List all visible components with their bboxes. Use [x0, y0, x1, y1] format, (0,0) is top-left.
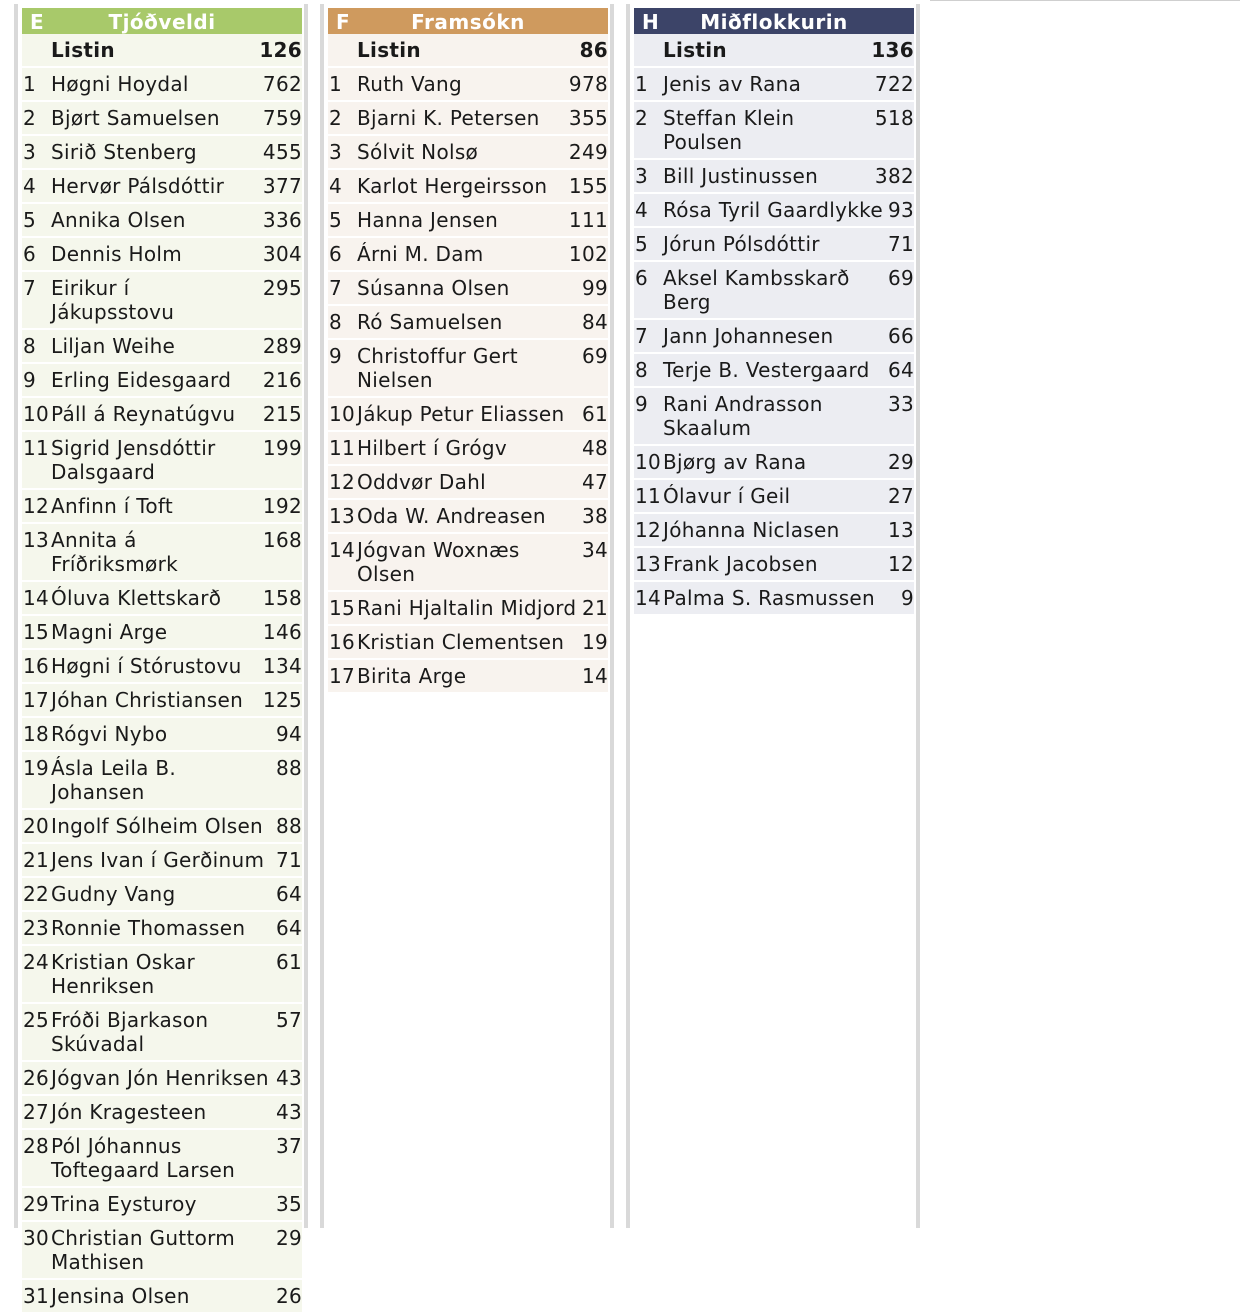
listin-label: Listin — [51, 38, 115, 62]
candidate-rank: 14 — [23, 586, 50, 610]
candidate-name: Ásla Leila B. Johansen — [51, 756, 177, 804]
candidate-row — [328, 68, 608, 102]
candidate-rank: 12 — [23, 494, 50, 518]
candidate-row — [328, 204, 608, 238]
candidate-votes: 289 — [262, 334, 302, 358]
candidate-votes: 69 — [581, 344, 608, 368]
candidate-votes: 12 — [887, 552, 914, 576]
candidate-name: Anfinn í Toft — [51, 494, 174, 518]
party-letter: H — [642, 10, 659, 34]
candidate-rank: 17 — [329, 664, 356, 688]
candidate-votes: 84 — [581, 310, 608, 334]
candidate-votes: 37 — [275, 1134, 302, 1158]
candidate-rank: 9 — [329, 344, 343, 368]
candidate-name: Frank Jacobsen — [663, 552, 818, 576]
candidate-row — [328, 500, 608, 534]
candidate-rank: 2 — [23, 106, 37, 130]
candidate-rank: 7 — [23, 276, 37, 300]
candidate-votes: 336 — [262, 208, 302, 232]
candidate-row — [328, 136, 608, 170]
candidate-name: Magni Arge — [51, 620, 168, 644]
candidate-name: Aksel Kambsskarð Berg — [663, 266, 850, 314]
candidate-rank: 11 — [23, 436, 50, 460]
candidate-row — [634, 68, 914, 102]
candidate-votes: 377 — [262, 174, 302, 198]
candidate-rank: 10 — [635, 450, 662, 474]
candidate-rank: 5 — [23, 208, 37, 232]
candidate-row — [22, 1004, 302, 1062]
candidate-votes: 35 — [275, 1192, 302, 1216]
candidate-row — [328, 660, 608, 694]
candidate-rank: 29 — [23, 1192, 50, 1216]
candidate-votes: 64 — [275, 916, 302, 940]
candidate-row — [22, 582, 302, 616]
candidate-rank: 30 — [23, 1226, 50, 1250]
candidate-name: Hervør Pálsdóttir — [51, 174, 225, 198]
candidate-name: Hilbert í Grógv — [357, 436, 508, 460]
candidate-name: Bjørt Samuelsen — [51, 106, 220, 130]
candidate-rank: 2 — [329, 106, 343, 130]
candidate-votes: 722 — [874, 72, 914, 96]
candidate-row — [22, 878, 302, 912]
candidate-row — [634, 548, 914, 582]
candidate-votes: 215 — [262, 402, 302, 426]
candidate-name: Bjarni K. Petersen — [357, 106, 540, 130]
candidate-row — [634, 582, 914, 616]
candidate-votes: 111 — [568, 208, 608, 232]
candidate-votes: 762 — [262, 72, 302, 96]
candidate-votes: 64 — [887, 358, 914, 382]
candidate-row — [22, 946, 302, 1004]
candidate-rank: 1 — [23, 72, 37, 96]
candidate-rank: 4 — [329, 174, 343, 198]
candidate-rank: 1 — [635, 72, 649, 96]
candidate-votes: 355 — [568, 106, 608, 130]
candidate-votes: 94 — [275, 722, 302, 746]
candidate-row — [328, 340, 608, 398]
candidate-row — [328, 432, 608, 466]
candidate-row — [328, 626, 608, 660]
candidate-rank: 16 — [329, 630, 356, 654]
candidate-votes: 102 — [568, 242, 608, 266]
candidate-votes: 69 — [887, 266, 914, 290]
candidate-row — [634, 354, 914, 388]
candidate-votes: 295 — [262, 276, 302, 300]
candidate-votes: 29 — [887, 450, 914, 474]
candidate-votes: 21 — [581, 596, 608, 620]
top-divider — [930, 0, 1240, 1]
candidate-row — [22, 650, 302, 684]
candidate-rank: 3 — [329, 140, 343, 164]
candidate-row — [634, 514, 914, 548]
candidate-row — [634, 446, 914, 480]
candidate-votes: 38 — [581, 504, 608, 528]
candidate-rank: 6 — [329, 242, 343, 266]
candidate-name: Christoffur Gert Nielsen — [357, 344, 518, 392]
party-letter: F — [336, 10, 350, 34]
candidate-name: Rósa Tyril Gaardlykke — [663, 198, 883, 222]
candidate-row — [22, 398, 302, 432]
candidate-row — [328, 592, 608, 626]
candidate-rank: 24 — [23, 950, 50, 974]
candidate-votes: 155 — [568, 174, 608, 198]
candidate-votes: 146 — [262, 620, 302, 644]
candidate-rank: 3 — [23, 140, 37, 164]
candidate-rank: 6 — [635, 266, 649, 290]
candidate-row — [634, 388, 914, 446]
candidate-rank: 22 — [23, 882, 50, 906]
candidate-votes: 382 — [874, 164, 914, 188]
candidate-rank: 23 — [23, 916, 50, 940]
candidate-votes: 216 — [262, 368, 302, 392]
candidate-row — [22, 1130, 302, 1188]
candidate-name: Bill Justinussen — [663, 164, 819, 188]
candidate-row — [328, 238, 608, 272]
candidate-rank: 2 — [635, 106, 649, 130]
listin-row — [328, 34, 608, 68]
candidate-row — [22, 170, 302, 204]
candidate-name: Liljan Weihe — [51, 334, 176, 358]
candidate-name: Súsanna Olsen — [357, 276, 510, 300]
candidate-name: Trina Eysturoy — [51, 1192, 197, 1216]
candidate-name: Sólvit Nolsø — [357, 140, 479, 164]
candidate-row — [22, 912, 302, 946]
candidate-row — [634, 194, 914, 228]
listin-votes: 86 — [579, 38, 608, 62]
candidate-votes: 61 — [581, 402, 608, 426]
candidate-votes: 34 — [581, 538, 608, 562]
candidate-row — [22, 102, 302, 136]
candidate-row — [22, 272, 302, 330]
listin-votes: 136 — [871, 38, 914, 62]
candidate-rank: 13 — [23, 528, 50, 552]
candidate-rank: 7 — [329, 276, 343, 300]
candidate-name: Steffan Klein Poulsen — [663, 106, 795, 154]
candidate-rank: 11 — [635, 484, 662, 508]
candidate-rank: 4 — [23, 174, 37, 198]
candidate-votes: 759 — [262, 106, 302, 130]
candidate-name: Jóhanna Niclasen — [663, 518, 840, 542]
candidate-row — [22, 524, 302, 582]
candidate-name: Ró Samuelsen — [357, 310, 503, 334]
candidate-votes: 249 — [568, 140, 608, 164]
candidate-row — [22, 68, 302, 102]
candidate-rank: 19 — [23, 756, 50, 780]
candidate-row — [22, 718, 302, 752]
candidate-rank: 13 — [329, 504, 356, 528]
candidate-votes: 13 — [887, 518, 914, 542]
party-header — [328, 8, 608, 34]
candidate-rank: 13 — [635, 552, 662, 576]
candidate-votes: 19 — [581, 630, 608, 654]
candidate-row — [22, 1280, 302, 1314]
candidate-name: Oddvør Dahl — [357, 470, 486, 494]
listin-row — [634, 34, 914, 68]
candidate-row — [634, 480, 914, 514]
candidate-row — [634, 160, 914, 194]
candidate-rank: 8 — [329, 310, 343, 334]
party-name: Framsókn — [411, 10, 525, 34]
candidate-votes: 192 — [262, 494, 302, 518]
candidate-name: Karlot Hergeirsson — [357, 174, 548, 198]
candidate-row — [22, 490, 302, 524]
candidate-name: Ruth Vang — [357, 72, 463, 96]
candidate-name: Kristian Oskar Henriksen — [51, 950, 196, 998]
candidate-name: Jenis av Rana — [663, 72, 802, 96]
candidate-rank: 11 — [329, 436, 356, 460]
candidate-votes: 47 — [581, 470, 608, 494]
candidate-row — [22, 810, 302, 844]
candidate-rank: 9 — [635, 392, 649, 416]
candidate-rank: 31 — [23, 1284, 50, 1308]
candidate-name: Eirikur í Jákupsstovu — [51, 276, 175, 324]
listin-row — [22, 34, 302, 68]
candidate-votes: 304 — [262, 242, 302, 266]
candidate-name: Óluva Klettskarð — [51, 586, 222, 610]
candidate-name: Kristian Clementsen — [357, 630, 565, 654]
candidate-votes: 71 — [275, 848, 302, 872]
candidate-rank: 8 — [635, 358, 649, 382]
candidate-rank: 5 — [635, 232, 649, 256]
candidate-rank: 15 — [23, 620, 50, 644]
candidate-name: Christian Guttorm Mathisen — [51, 1226, 236, 1274]
candidate-row — [328, 398, 608, 432]
candidate-row — [328, 102, 608, 136]
candidate-votes: 57 — [275, 1008, 302, 1032]
candidate-name: Jann Johannesen — [663, 324, 834, 348]
candidate-rank: 25 — [23, 1008, 50, 1032]
candidate-rank: 12 — [329, 470, 356, 494]
candidate-name: Dennis Holm — [51, 242, 183, 266]
candidate-rank: 1 — [329, 72, 343, 96]
candidate-row — [634, 320, 914, 354]
candidate-rank: 10 — [23, 402, 50, 426]
candidate-row — [328, 466, 608, 500]
candidate-name: Páll á Reynatúgvu — [51, 402, 236, 426]
candidate-name: Sigrid Jensdóttir Dalsgaard — [51, 436, 216, 484]
candidate-votes: 14 — [581, 664, 608, 688]
candidate-row — [22, 238, 302, 272]
candidate-name: Jón Kragesteen — [51, 1100, 207, 1124]
party-panel — [320, 4, 614, 1228]
candidate-row — [22, 1062, 302, 1096]
candidate-votes: 71 — [887, 232, 914, 256]
candidate-row — [22, 1096, 302, 1130]
candidate-name: Annita á Fríðriksmørk — [51, 528, 178, 576]
candidate-rank: 21 — [23, 848, 50, 872]
candidate-row — [22, 432, 302, 490]
candidate-votes: 158 — [262, 586, 302, 610]
listin-label: Listin — [357, 38, 421, 62]
candidate-name: Jens Ivan í Gerðinum — [51, 848, 265, 872]
candidate-votes: 33 — [887, 392, 914, 416]
candidate-row — [328, 272, 608, 306]
party-panel — [626, 4, 920, 1228]
candidate-votes: 134 — [262, 654, 302, 678]
candidate-name: Ólavur í Geil — [663, 484, 791, 508]
candidate-votes: 27 — [887, 484, 914, 508]
candidate-row — [22, 330, 302, 364]
candidate-row — [22, 136, 302, 170]
candidate-row — [634, 228, 914, 262]
candidate-row — [22, 204, 302, 238]
candidate-votes: 9 — [900, 586, 914, 610]
candidate-votes: 61 — [275, 950, 302, 974]
candidate-votes: 43 — [275, 1066, 302, 1090]
candidate-rank: 15 — [329, 596, 356, 620]
candidate-name: Árni M. Dam — [357, 242, 484, 266]
candidate-votes: 88 — [275, 814, 302, 838]
candidate-rank: 20 — [23, 814, 50, 838]
candidate-rank: 28 — [23, 1134, 50, 1158]
candidate-votes: 518 — [874, 106, 914, 130]
candidate-rank: 9 — [23, 368, 37, 392]
candidate-votes: 125 — [262, 688, 302, 712]
candidate-votes: 26 — [275, 1284, 302, 1308]
candidate-row — [22, 364, 302, 398]
candidate-votes: 43 — [275, 1100, 302, 1124]
candidate-rank: 27 — [23, 1100, 50, 1124]
candidate-votes: 64 — [275, 882, 302, 906]
candidate-row — [328, 306, 608, 340]
candidate-votes: 99 — [581, 276, 608, 300]
candidate-row — [634, 102, 914, 160]
candidate-rank: 8 — [23, 334, 37, 358]
candidate-rank: 7 — [635, 324, 649, 348]
candidate-row — [328, 170, 608, 204]
candidate-rank: 26 — [23, 1066, 50, 1090]
candidate-name: Gudny Vang — [51, 882, 176, 906]
candidate-name: Ronnie Thomassen — [51, 916, 246, 940]
candidate-name: Rani Andrasson Skaalum — [663, 392, 823, 440]
candidate-votes: 48 — [581, 436, 608, 460]
candidate-name: Jógvan Woxnæs Olsen — [357, 538, 520, 586]
party-header — [22, 8, 302, 34]
candidate-votes: 88 — [275, 756, 302, 780]
candidate-name: Erling Eidesgaard — [51, 368, 232, 392]
candidate-votes: 199 — [262, 436, 302, 460]
candidate-name: Hanna Jensen — [357, 208, 499, 232]
candidate-rank: 17 — [23, 688, 50, 712]
candidate-votes: 168 — [262, 528, 302, 552]
candidate-name: Jógvan Jón Henriksen — [51, 1066, 269, 1090]
candidate-row — [22, 752, 302, 810]
candidate-name: Bjørg av Rana — [663, 450, 807, 474]
candidate-name: Oda W. Andreasen — [357, 504, 546, 528]
party-name: Miðflokkurin — [700, 10, 848, 34]
candidate-name: Høgni Hoydal — [51, 72, 189, 96]
candidate-name: Rani Hjaltalin Midjord — [357, 596, 577, 620]
candidate-votes: 455 — [262, 140, 302, 164]
candidate-name: Palma S. Rasmussen — [663, 586, 875, 610]
candidate-name: Rógvi Nybo — [51, 722, 168, 746]
candidate-row — [22, 616, 302, 650]
candidate-votes: 29 — [275, 1226, 302, 1250]
party-name: Tjóðveldi — [108, 10, 216, 34]
candidate-name: Fróði Bjarkason Skúvadal — [51, 1008, 209, 1056]
candidate-name: Annika Olsen — [51, 208, 186, 232]
candidate-votes: 93 — [887, 198, 914, 222]
candidate-row — [22, 1188, 302, 1222]
candidate-rank: 16 — [23, 654, 50, 678]
candidate-rank: 12 — [635, 518, 662, 542]
candidate-name: Ingolf Sólheim Olsen — [51, 814, 264, 838]
candidate-rank: 6 — [23, 242, 37, 266]
candidate-name: Høgni í Stórustovu — [51, 654, 242, 678]
candidate-rank: 18 — [23, 722, 50, 746]
candidate-rank: 4 — [635, 198, 649, 222]
candidate-rank: 14 — [329, 538, 356, 562]
candidate-row — [22, 1222, 302, 1280]
candidate-rank: 10 — [329, 402, 356, 426]
candidate-name: Terje B. Vestergaard — [663, 358, 870, 382]
candidate-row — [328, 534, 608, 592]
candidate-row — [22, 844, 302, 878]
party-header — [634, 8, 914, 34]
candidate-votes: 978 — [568, 72, 608, 96]
listin-votes: 126 — [259, 38, 302, 62]
candidate-votes: 66 — [887, 324, 914, 348]
candidate-name: Jóhan Christiansen — [51, 688, 244, 712]
candidate-rank: 14 — [635, 586, 662, 610]
candidate-row — [634, 262, 914, 320]
candidate-name: Sirið Stenberg — [51, 140, 197, 164]
candidate-rank: 3 — [635, 164, 649, 188]
candidate-name: Jensina Olsen — [51, 1284, 190, 1308]
candidate-name: Jórun Pólsdóttir — [663, 232, 820, 256]
candidate-name: Pól Jóhannus Toftegaard Larsen — [51, 1134, 236, 1182]
candidate-name: Birita Arge — [357, 664, 467, 688]
candidate-name: Jákup Petur Eliassen — [357, 402, 565, 426]
candidate-row — [22, 684, 302, 718]
candidate-rank: 5 — [329, 208, 343, 232]
party-panel — [14, 4, 308, 1308]
listin-label: Listin — [663, 38, 727, 62]
party-letter: E — [30, 10, 44, 34]
